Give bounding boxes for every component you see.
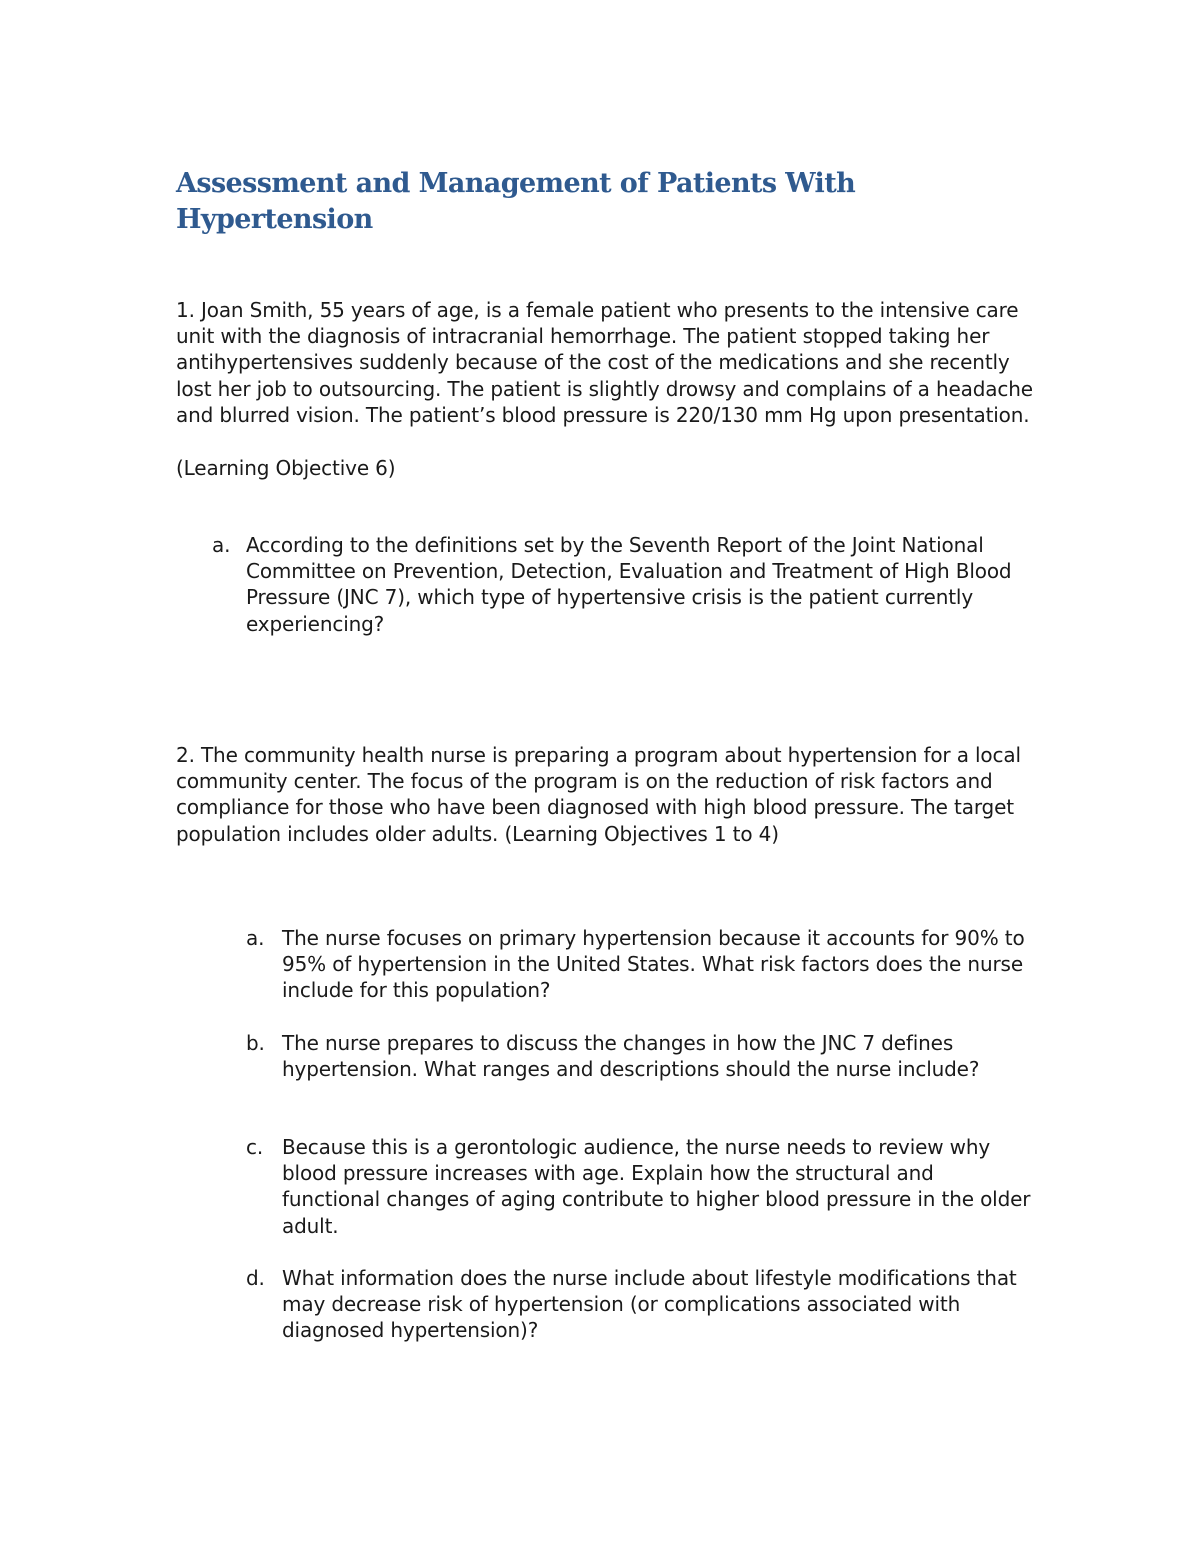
list-item-text: What information does the nurse include about lifestyle modifications that may decrease risk of hypertension (or complications associated with diagnosed hypertension)? — [282, 1266, 1017, 1343]
list-marker: c. — [246, 1135, 264, 1159]
question-1-text: 1. Joan Smith, 55 years of age, is a female patient who presents to the intensive care unit with the diagnosis of intracranial hemorrhage. The patient stopped taking her antihypertensives suddenly because of the cost of the medications and she recently lost her job to outsourcing. The patient is slightly drowsy and complains of a headache and blurred vision. The patient’s blood pressure is 220/130 mm Hg upon presentation. — [176, 298, 1033, 427]
list-item-text: According to the definitions set by the Seventh Report of the Joint National Committee on Prevention, Detection, Evaluation and Treatment of High Blood Pressure (JNC 7), which type of hypertensive crisis is the patient currently experiencing? — [246, 533, 1012, 636]
question-1-objective: (Learning Objective 6) — [176, 456, 396, 480]
list-marker: b. — [246, 1031, 265, 1055]
list-marker: d. — [246, 1266, 265, 1290]
question-2-text: 2. The community health nurse is preparing a program about hypertension for a local community center. The focus of the program is on the reduction of risk factors and compliance for those who have been diagnosed with high blood pressure. The target population includes older adults. (Learning Objectives 1 to 4) — [176, 743, 1021, 846]
list-item-text: The nurse prepares to discuss the changes in how the JNC 7 defines hypertension. What ranges and descriptions should the nurse include? — [282, 1031, 980, 1082]
list-item-text: The nurse focuses on primary hypertension because it accounts for 90% to 95% of hypertension in the United States. What risk factors does the nurse include for this population? — [282, 926, 1025, 1003]
list-marker: a. — [246, 926, 265, 950]
list-item-text: Because this is a gerontologic audience, the nurse needs to review why blood pressure increases with age. Explain how the structural and functional changes of aging contribute to higher blood pressure in the older adult. — [282, 1135, 1031, 1238]
document-title: Assessment and Management of Patients With Hypertension — [176, 168, 856, 235]
list-marker: a. — [212, 533, 231, 557]
